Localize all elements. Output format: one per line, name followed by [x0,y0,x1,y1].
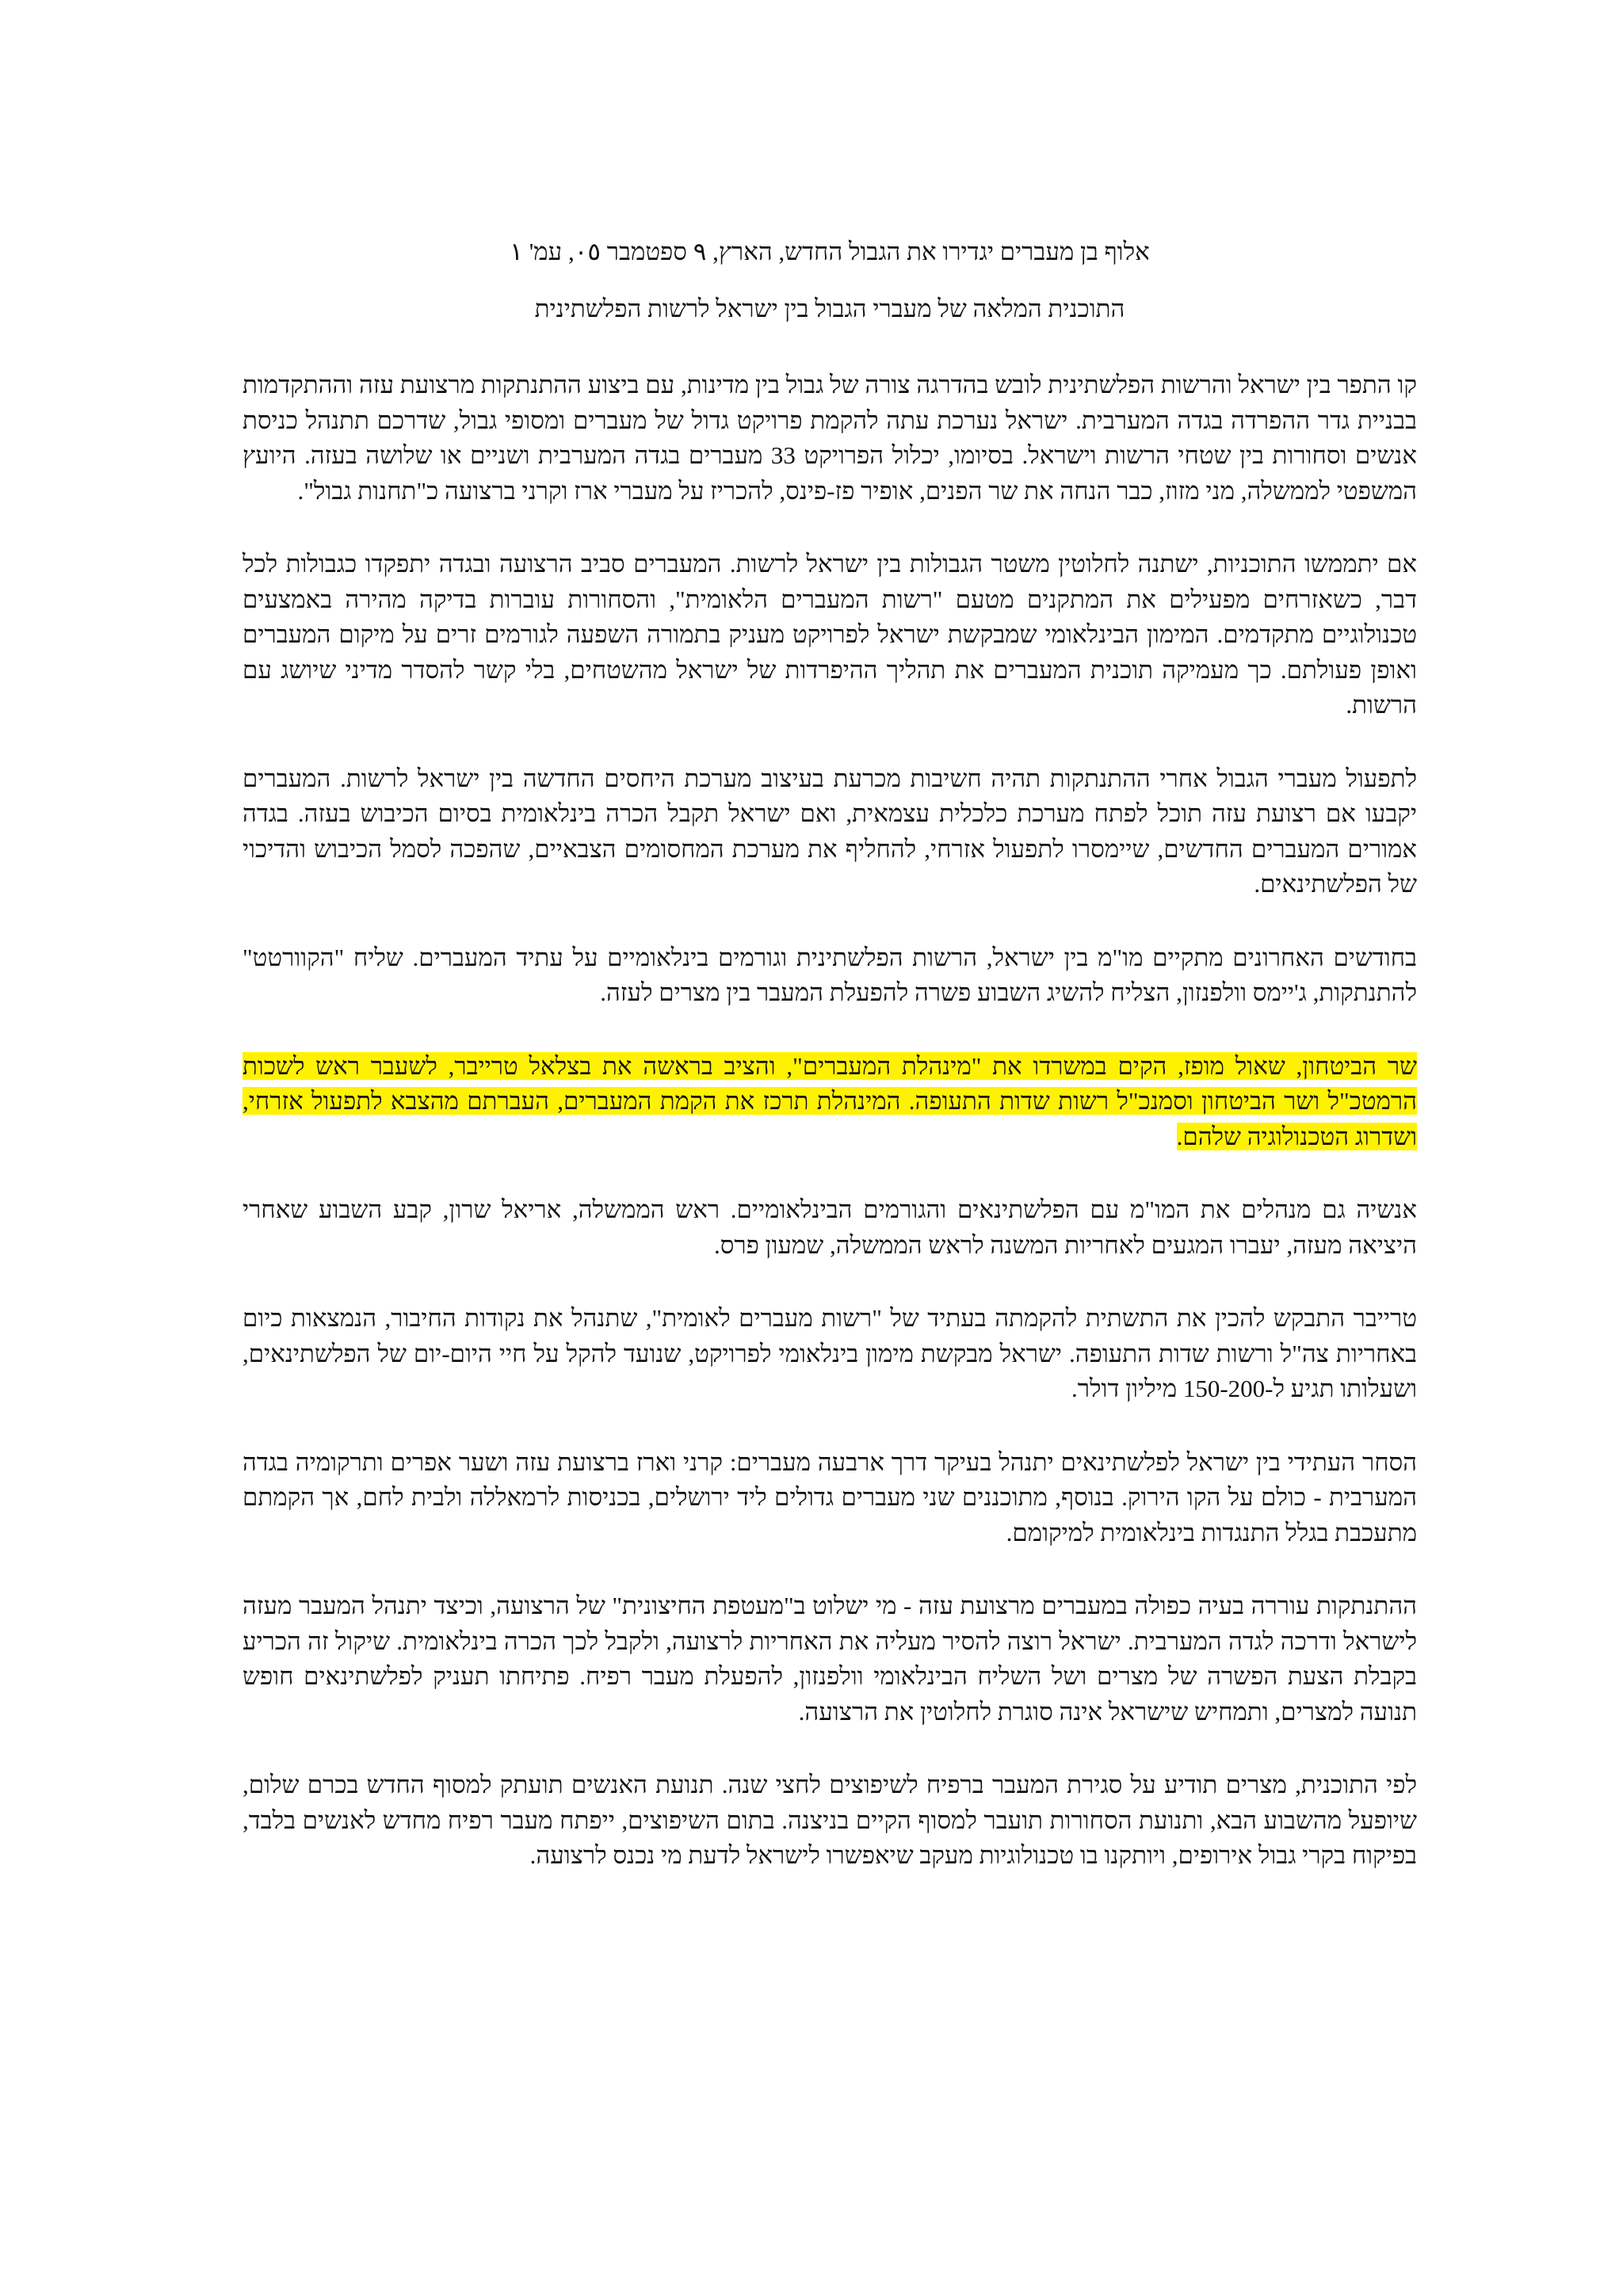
article-title: אלוף בן מעברים יגדירו את הגבול החדש, הארץ, ٩ ספטמבר ٠٥, עמ' ١ [510,238,1150,265]
highlighted-text: שר הביטחון, שאול מופז, הקים במשרדו את "מינהלת המעברים", והציב בראשה את בצלאל טרייבר, לשעבר ראש לשכות הרמטכ"ל ושר הביטחון וסמנכ"ל רשות שדות התעופה. המינהלת תרכז את הקמת המעברים, העברתם מהצבא לתפעול אזרחי, ושדרוג הטכנולוגיה שלהם. [242,1051,1417,1150]
paragraph-7: טרייבר התבקש להכין את התשתית להקמתה בעתיד של "רשות מעברים לאומית", שתנהל את נקודות החיבור, הנמצאות כיום באחריות צה"ל ורשות שדות התעופה. ישראל מבקשת מימון בינלאומי לפרויקט, שנועד להקל על חיי היום-יום של הפלשתינאים, ושעלותו תגיע ל-150-200 מיליון דולר. [242,1304,1417,1402]
paragraph-6: אנשיה גם מנהלים את המו"מ עם הפלשתינאים והגורמים הבינלאומיים. ראש הממשלה, אריאל שרון, קבע השבוע שאחרי היציאה מעזה, יעברו המגעים לאחריות המשנה לראש הממשלה, שמעון פרס. [242,1196,1417,1259]
paragraph-5-highlighted [242,1049,1417,1155]
paragraph-2: אם יתממשו התוכניות, ישתנה לחלוטין משטר הגבולות בין ישראל לרשות. המעברים סביב הרצועה ובגדה יתפקדו כגבולות לכל דבר, כשאזרחים מפעילים את המתקנים מטעם "רשות המעברים הלאומית", והסחורות עוברות בדיקה מהירה באמצעים טכנולוגיים מתקדמים. המימון הבינלאומי שמבקשת ישראל לפרויקט מעניק בתמורה השפעה לגורמים זרים על מיקום המעברים ואופן פעולתם. כך מעמיקה תוכנית המעברים את תהליך ההיפרדות של ישראל מהשטחים, בלי קשר להסדר מדיני שיושג עם הרשות. [242,550,1417,719]
article-body [242,235,1417,1912]
paragraph-8: הסחר העתידי בין ישראל לפלשתינאים יתנהל בעיקר דרך ארבעה מעברים: קרני וארז ברצועת עזה ושער אפרים ותרקומיה בגדה המערבית - כולם על הקו הירוק. בנוסף, מתוכננים שני מעברים גדולים ליד ירושלים, בכניסות לרמאללה ולבית לחם, אך הקמתם מתעכבת בגלל התנגדות בינלאומית למיקומם. [242,1447,1417,1547]
paragraph-3: לתפעול מעברי הגבול אחרי ההתנתקות תהיה חשיבות מכרעת בעיצוב מערכת היחסים החדשה בין ישראל לרשות. המעברים יקבעו אם רצועת עזה תוכל לפתח מערכת כלכלית עצמאית, ואם ישראל תקבל הכרה בינלאומית בסיום הכיבוש בעזה. בגדה אמורים המעברים החדשים, שיימסרו לתפעול אזרחי, להחליף את מערכת המחסומים הצבאיים, שהפכה לסמל הכיבוש והדיכוי של הפלשתינאים. [242,764,1417,898]
paragraph-9: ההתנתקות עוררה בעיה כפולה במעברים מרצועת עזה - מי ישלוט ב"מעטפת החיצונית" של הרצועה, וכיצד יתנהל המעבר מעזה לישראל ודרכה לגדה המערבית. ישראל רוצה להסיר מעליה את האחריות לרצועה, ולקבל לכך הכרה בינלאומית. שיקול זה הכריע בקבלת הצעת הפשרה של מצרים ושל השליח הבינלאומי וולפנזון, להפעלת מעבר רפיח. פתיחתו תעניק לפלשתינאים חופש תנועה למצרים, ותמחיש שישראל אינה סוגרת לחלוטין את הרצועה. [242,1592,1417,1726]
paragraph-1: קו התפר בין ישראל והרשות הפלשתינית לובש בהדרגה צורה של גבול בין מדינות, עם ביצוע ההתנתקות מרצועת עזה וההתקדמות בבניית גדר ההפרדה בגדה המערבית. ישראל נערכת עתה להקמת פרויקט גדול של מעברים ומסופי גבול, שדרכם תתנהל כניסת אנשים וסחורות בין שטחי הרשות וישראל. בסיומו, יכלול הפרויקט 33 מעברים בגדה המערבית ושניים או שלושה בעזה. היועץ המשפטי לממשלה, מני מזוז, כבר הנחה את שר הפנים, אופיר פז-פינס, להכריז על מעברי ארז וקרני ברצועה כ"תחנות גבול". [242,371,1417,505]
paragraph-4: בחודשים האחרונים מתקיים מו"מ בין ישראל, הרשות הפלשתינית וגורמים בינלאומיים על עתיד המעברים. שליח "הקוורטט" להתנתקות, ג'יימס וולפנזון, הצליח להשיג השבוע פשרה להפעלת המעבר בין מצרים לעזה. [242,943,1417,1006]
article-subtitle: התוכנית המלאה של מעברי הגבול בין ישראל לרשות הפלשתינית [534,295,1125,322]
paragraph-10: לפי התוכנית, מצרים תודיע על סגירת המעבר ברפיח לשיפוצים לחצי שנה. תנועת האנשים תועתק למסוף החדש בכרם שלום, שיופעל מהשבוע הבא, ותנועת הסחורות תועבר למסוף הקיים בניצנה. בתום השיפוצים, ייפתח מעבר רפיח מחדש לאנשים בלבד, בפיקוח בקרי גבול אירופים, ויותקנו בו טכנולוגיות מעקב שיאפשרו לישראל לדעת מי נכנס לרצועה. [242,1771,1417,1869]
